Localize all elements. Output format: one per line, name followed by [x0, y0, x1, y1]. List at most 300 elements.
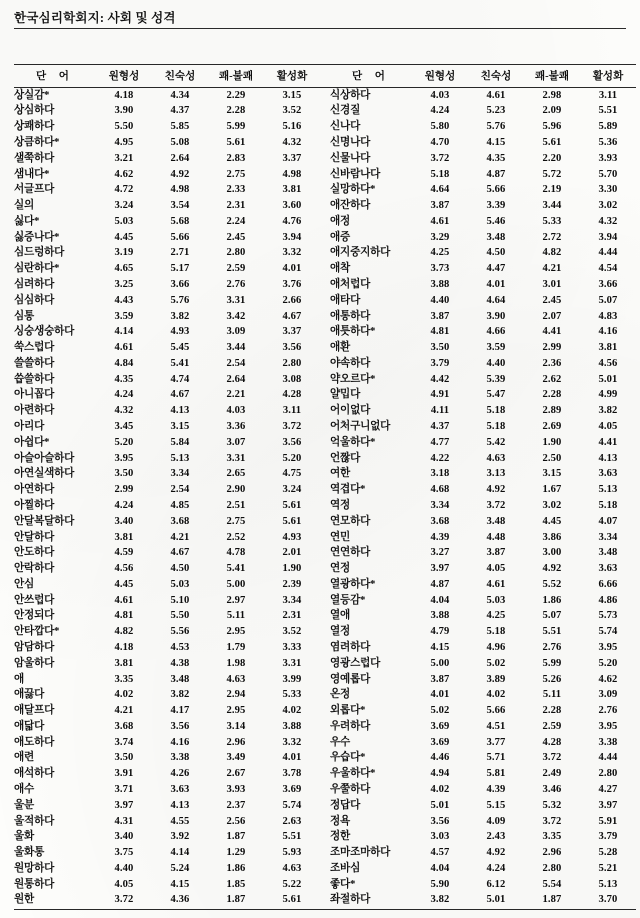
cell-valence-left: 2.76	[226, 279, 246, 291]
cell-arousal-right: 4.86	[598, 594, 618, 606]
cell-arousal-right: 3.97	[598, 799, 618, 811]
cell-prototypicality-right: 4.39	[430, 531, 450, 543]
cell-prototypicality-left: 4.21	[114, 705, 134, 717]
cell-familiarity-right: 4.61	[486, 578, 506, 590]
cell-word-right: 열애	[330, 610, 351, 622]
cell-familiarity-right: 5.18	[486, 421, 506, 433]
cell-prototypicality-right: 4.37	[430, 421, 450, 433]
cell-valence-left: 5.61	[226, 136, 246, 148]
cell-familiarity-right: 5.01	[468, 893, 524, 910]
cell-word-right: 애환	[330, 342, 351, 354]
cell-familiarity-right: 3.90	[486, 310, 506, 322]
cell-valence-right: 2.62	[542, 373, 562, 385]
cell-valence-right: 3.72	[542, 752, 562, 764]
table-row	[14, 198, 636, 214]
cell-prototypicality-left: 3.97	[114, 799, 134, 811]
cell-word-left: 아연실색하다	[14, 468, 75, 480]
cell-prototypicality-left: 4.31	[114, 815, 134, 827]
cell-arousal-right: 3.79	[598, 831, 618, 843]
table-row	[14, 703, 636, 719]
cell-familiarity-left: 2.54	[170, 484, 190, 496]
table-row	[14, 293, 636, 309]
cell-arousal-right: 3.95	[598, 720, 618, 732]
cell-column-gap	[320, 672, 330, 688]
cell-valence-right: 5.52	[542, 578, 562, 590]
cell-word-left: 안쓰럽다	[14, 594, 55, 606]
cell-familiarity-right: 3.39	[486, 200, 506, 212]
cell-arousal-left: 3.37	[282, 152, 302, 164]
cell-column-gap	[320, 183, 330, 199]
cell-familiarity-right: 3.48	[486, 231, 506, 243]
cell-arousal-left: 3.94	[282, 231, 302, 243]
cell-column-gap	[320, 767, 330, 783]
cell-valence-right: 1.67	[542, 484, 562, 496]
cell-word-left: 아찔하다	[14, 499, 55, 511]
cell-valence-right: 5.11	[542, 689, 562, 701]
cell-familiarity-left: 4.37	[170, 105, 190, 117]
cell-word-left: 애달프다	[14, 705, 55, 717]
cell-arousal-left: 2.63	[282, 815, 302, 827]
cell-arousal-left: 3.52	[282, 105, 302, 117]
cell-arousal-left: 2.80	[282, 357, 302, 369]
table-row	[14, 672, 636, 688]
cell-valence-right: 3.01	[542, 279, 562, 291]
cell-word-left: 안타깝다*	[14, 626, 60, 638]
cell-word-right: 온정	[330, 689, 351, 701]
cell-word-left: 아연하다	[14, 484, 55, 496]
cell-familiarity-left: 3.54	[170, 200, 190, 212]
cell-valence-right: 5.54	[542, 878, 562, 890]
cell-word-right: 정욕	[330, 815, 351, 827]
cell-word-left: 싫다*	[14, 215, 40, 227]
cell-word-left: 안달하다	[14, 531, 55, 543]
table-row	[14, 514, 636, 530]
cell-familiarity-right: 5.42	[486, 436, 506, 448]
cell-familiarity-left: 4.85	[170, 499, 190, 511]
cell-word-right: 열광하다*	[330, 578, 376, 590]
cell-word-left: 상큼하다*	[14, 136, 60, 148]
cell-word-left: 애	[14, 673, 25, 685]
cell-familiarity-right: 5.02	[486, 657, 506, 669]
cell-arousal-right: 3.94	[598, 231, 618, 243]
cell-familiarity-left: 4.16	[170, 736, 190, 748]
cell-arousal-right: 3.09	[598, 689, 618, 701]
table-row	[14, 135, 636, 151]
cell-arousal-right: 4.56	[598, 357, 618, 369]
table-row	[14, 341, 636, 357]
table-row	[14, 419, 636, 435]
cell-prototypicality-left: 4.05	[114, 878, 134, 890]
cell-word-left: 아슬아슬하다	[14, 452, 75, 464]
cell-word-right: 연정	[330, 563, 351, 575]
table-row	[14, 877, 636, 893]
table-row	[14, 625, 636, 641]
cell-word-right: 애증	[330, 231, 351, 243]
cell-prototypicality-left: 4.95	[114, 136, 134, 148]
cell-familiarity-right: 4.96	[486, 641, 506, 653]
cell-arousal-left: 3.88	[282, 720, 302, 732]
cell-familiarity-right: 4.47	[486, 263, 506, 275]
cell-valence-left: 2.21	[226, 389, 246, 401]
cell-column-gap	[320, 483, 330, 499]
cell-word-left: 애수	[14, 784, 35, 796]
cell-word-left: 울화통	[14, 847, 45, 859]
cell-valence-right: 2.09	[542, 105, 562, 117]
cell-familiarity-left: 5.24	[170, 862, 190, 874]
cell-word-left: 안도하다	[14, 547, 55, 559]
cell-arousal-right: 5.36	[598, 136, 618, 148]
cell-familiarity-right: 5.71	[486, 752, 506, 764]
cell-word-left: 원한	[14, 893, 96, 910]
cell-column-gap	[320, 688, 330, 704]
cell-arousal-left: 3.15	[282, 89, 302, 101]
cell-familiarity-left: 4.26	[170, 768, 190, 780]
cell-valence-right: 2.59	[542, 720, 562, 732]
cell-column-gap	[320, 419, 330, 435]
table-header	[14, 65, 636, 88]
cell-column-gap	[320, 814, 330, 830]
cell-familiarity-right: 4.39	[486, 784, 506, 796]
cell-arousal-left: 3.24	[282, 484, 302, 496]
cell-arousal-right: 4.13	[598, 452, 618, 464]
table-row	[14, 183, 636, 199]
cell-arousal-right: 5.74	[598, 626, 618, 638]
cell-prototypicality-left: 3.35	[114, 673, 134, 685]
cell-prototypicality-right: 3.87	[430, 673, 450, 685]
header-right-col3: 쾌-불쾌	[524, 65, 580, 88]
cell-familiarity-left: 4.67	[170, 389, 190, 401]
cell-familiarity-right: 4.05	[486, 563, 506, 575]
cell-prototypicality-left: 3.72	[96, 893, 152, 910]
cell-arousal-left: 4.63	[282, 862, 302, 874]
table-row	[14, 561, 636, 577]
cell-familiarity-left: 5.45	[170, 342, 190, 354]
cell-prototypicality-right: 3.29	[430, 231, 450, 243]
cell-prototypicality-right: 5.01	[430, 799, 450, 811]
cell-valence-right: 3.00	[542, 547, 562, 559]
cell-prototypicality-left: 4.84	[114, 357, 134, 369]
cell-familiarity-left: 3.63	[170, 784, 190, 796]
cell-valence-right: 1.86	[542, 594, 562, 606]
table-row	[14, 88, 636, 104]
cell-valence-left: 5.11	[226, 610, 246, 622]
cell-column-gap	[320, 277, 330, 293]
cell-prototypicality-right: 4.87	[430, 578, 450, 590]
cell-arousal-right: 2.76	[598, 705, 618, 717]
cell-prototypicality-right: 4.04	[430, 862, 450, 874]
cell-familiarity-left: 4.34	[170, 89, 190, 101]
table-row	[14, 640, 636, 656]
cell-prototypicality-right: 3.88	[430, 279, 450, 291]
cell-word-right: 영예롭다	[330, 673, 371, 685]
cell-prototypicality-right: 5.80	[430, 121, 450, 133]
cell-prototypicality-right: 4.61	[430, 215, 450, 227]
cell-familiarity-left: 4.92	[170, 168, 190, 180]
cell-column-gap	[320, 530, 330, 546]
cell-word-left: 싫증나다*	[14, 231, 60, 243]
table-row	[14, 656, 636, 672]
cell-familiarity-right: 4.50	[486, 247, 506, 259]
cell-familiarity-left: 4.13	[170, 405, 190, 417]
table-row	[14, 861, 636, 877]
cell-valence-right: 3.86	[542, 531, 562, 543]
header-row	[14, 65, 636, 88]
cell-prototypicality-left: 4.61	[114, 342, 134, 354]
cell-word-left: 씁쓸하다	[14, 373, 55, 385]
cell-valence-left: 3.93	[226, 784, 246, 796]
cell-word-right: 언짢다	[330, 452, 361, 464]
cell-prototypicality-right: 4.81	[430, 326, 450, 338]
cell-valence-left: 5.00	[226, 578, 246, 590]
cell-valence-right: 3.02	[542, 499, 562, 511]
table-row	[14, 230, 636, 246]
cell-prototypicality-right: 3.50	[430, 342, 450, 354]
cell-familiarity-right: 4.48	[486, 531, 506, 543]
cell-prototypicality-left: 3.40	[114, 515, 134, 527]
cell-familiarity-right: 3.87	[486, 547, 506, 559]
cell-word-left: 심란하다*	[14, 263, 60, 275]
cell-word-right: 애정	[330, 215, 351, 227]
cell-prototypicality-left: 3.40	[114, 831, 134, 843]
cell-valence-right: 2.72	[542, 231, 562, 243]
cell-word-left: 안락하다	[14, 563, 55, 575]
cell-prototypicality-left: 4.24	[114, 389, 134, 401]
cell-column-gap	[320, 293, 330, 309]
table-row	[14, 688, 636, 704]
cell-word-left: 애도하다	[14, 736, 55, 748]
table-row	[14, 782, 636, 798]
cell-familiarity-left: 3.82	[170, 689, 190, 701]
cell-arousal-left: 5.93	[282, 847, 302, 859]
cell-familiarity-left: 4.98	[170, 184, 190, 196]
cell-prototypicality-right: 4.70	[430, 136, 450, 148]
cell-word-left: 울적하다	[14, 815, 55, 827]
cell-arousal-left: 2.01	[282, 547, 302, 559]
cell-prototypicality-right: 4.42	[430, 373, 450, 385]
cell-familiarity-left: 5.68	[170, 215, 190, 227]
cell-arousal-right: 3.70	[580, 893, 636, 910]
cell-arousal-left: 2.66	[282, 294, 302, 306]
cell-valence-right: 1.87	[524, 893, 580, 910]
cell-valence-right: 3.15	[542, 468, 562, 480]
cell-column-gap	[320, 88, 330, 104]
cell-prototypicality-left: 4.14	[114, 326, 134, 338]
cell-familiarity-left: 4.21	[170, 531, 190, 543]
cell-familiarity-right: 5.39	[486, 373, 506, 385]
cell-arousal-right: 4.99	[598, 389, 618, 401]
header-left-word: 단 어	[14, 65, 96, 88]
cell-arousal-right: 3.63	[598, 468, 618, 480]
cell-valence-right: 2.19	[542, 184, 562, 196]
table-row	[14, 609, 636, 625]
cell-valence-left: 2.64	[226, 373, 246, 385]
cell-valence-left: 2.94	[226, 689, 246, 701]
cell-column-gap	[320, 546, 330, 562]
table-row	[14, 830, 636, 846]
cell-arousal-right: 3.66	[598, 279, 618, 291]
cell-word-right: 역정	[330, 499, 351, 511]
table-row	[14, 798, 636, 814]
cell-prototypicality-left: 3.45	[114, 421, 134, 433]
cell-familiarity-right: 5.76	[486, 121, 506, 133]
cell-word-left: 안정되다	[14, 610, 55, 622]
cell-familiarity-right: 4.87	[486, 168, 506, 180]
table-row	[14, 277, 636, 293]
cell-arousal-right: 5.89	[598, 121, 618, 133]
cell-familiarity-left: 5.41	[170, 357, 190, 369]
cell-prototypicality-right: 4.94	[430, 768, 450, 780]
cell-column-gap	[320, 309, 330, 325]
cell-familiarity-right: 3.72	[486, 499, 506, 511]
cell-word-right: 영광스럽다	[330, 657, 381, 669]
cell-column-gap	[320, 372, 330, 388]
cell-arousal-right: 3.95	[598, 641, 618, 653]
cell-arousal-right: 3.82	[598, 405, 618, 417]
cell-prototypicality-left: 3.59	[114, 310, 134, 322]
cell-prototypicality-left: 5.20	[114, 436, 134, 448]
cell-prototypicality-left: 3.68	[114, 720, 134, 732]
cell-column-gap	[320, 167, 330, 183]
cell-valence-left: 2.95	[226, 705, 246, 717]
cell-column-gap	[320, 198, 330, 214]
cell-column-gap	[320, 877, 330, 893]
cell-prototypicality-right: 3.68	[430, 515, 450, 527]
cell-familiarity-left: 3.68	[170, 515, 190, 527]
cell-word-right: 외롭다*	[330, 705, 366, 717]
cell-word-right: 열등감*	[330, 594, 366, 606]
cell-prototypicality-left: 3.95	[114, 452, 134, 464]
cell-prototypicality-right: 4.02	[430, 784, 450, 796]
cell-word-right: 역겹다*	[330, 484, 366, 496]
cell-word-left: 울화	[14, 831, 35, 843]
cell-valence-left: 3.42	[226, 310, 246, 322]
cell-valence-left: 2.90	[226, 484, 246, 496]
cell-familiarity-left: 5.84	[170, 436, 190, 448]
cell-column-gap	[320, 609, 330, 625]
cell-word-left: 쑥스럽다	[14, 342, 55, 354]
cell-arousal-right: 4.83	[598, 310, 618, 322]
cell-familiarity-right: 5.18	[486, 626, 506, 638]
cell-prototypicality-left: 4.61	[114, 594, 134, 606]
cell-column-gap	[320, 104, 330, 120]
cell-word-right: 열정	[330, 626, 351, 638]
cell-word-right: 야속하다	[330, 357, 371, 369]
cell-column-gap	[320, 341, 330, 357]
cell-valence-left: 2.83	[226, 152, 246, 164]
cell-word-right: 좋다*	[330, 878, 356, 890]
table-row	[14, 451, 636, 467]
header-left-col4: 활성화	[264, 65, 320, 88]
cell-column-gap	[320, 751, 330, 767]
cell-familiarity-left: 3.56	[170, 720, 190, 732]
cell-prototypicality-right: 4.04	[430, 594, 450, 606]
table-row	[14, 151, 636, 167]
cell-prototypicality-right: 3.18	[430, 468, 450, 480]
cell-arousal-left: 5.20	[282, 452, 302, 464]
cell-familiarity-left: 5.85	[170, 121, 190, 133]
cell-valence-right: 4.82	[542, 247, 562, 259]
cell-arousal-left: 3.56	[282, 342, 302, 354]
cell-arousal-left: 4.01	[282, 752, 302, 764]
cell-valence-left: 1.87	[208, 893, 264, 910]
cell-word-right: 신나다	[330, 121, 361, 133]
running-head	[14, 10, 626, 29]
cell-arousal-left: 5.61	[282, 499, 302, 511]
cell-word-left: 애닯다	[14, 720, 45, 732]
cell-prototypicality-right: 3.82	[412, 893, 468, 910]
cell-column-gap	[320, 782, 330, 798]
cell-arousal-right: 3.34	[598, 531, 618, 543]
cell-word-right: 억울하다*	[330, 436, 376, 448]
cell-valence-right: 2.89	[542, 405, 562, 417]
cell-valence-left: 2.33	[226, 184, 246, 196]
cell-arousal-left: 5.74	[282, 799, 302, 811]
cell-valence-right: 5.72	[542, 168, 562, 180]
cell-word-left: 서글프다	[14, 184, 55, 196]
cell-valence-left: 3.09	[226, 326, 246, 338]
cell-word-left: 심드렁하다	[14, 247, 65, 259]
cell-valence-right: 2.76	[542, 641, 562, 653]
cell-word-left: 애끓다	[14, 689, 45, 701]
cell-familiarity-right: 3.59	[486, 342, 506, 354]
cell-familiarity-right: 3.89	[486, 673, 506, 685]
cell-prototypicality-right: 3.69	[430, 736, 450, 748]
cell-word-left: 아니꼽다	[14, 389, 55, 401]
cell-valence-left: 5.41	[226, 563, 246, 575]
cell-word-right: 신물나다	[330, 152, 371, 164]
table-row	[14, 593, 636, 609]
cell-prototypicality-right: 4.22	[430, 452, 450, 464]
cell-valence-left: 2.24	[226, 215, 246, 227]
cell-familiarity-right: 4.63	[486, 452, 506, 464]
header-left-col3: 쾌-불쾌	[208, 65, 264, 88]
cell-prototypicality-left: 4.45	[114, 231, 134, 243]
cell-arousal-right: 3.38	[598, 736, 618, 748]
cell-familiarity-right: 5.81	[486, 768, 506, 780]
table-row	[14, 262, 636, 278]
cell-valence-left: 1.86	[226, 862, 246, 874]
cell-valence-left: 3.31	[226, 294, 246, 306]
table-row	[14, 467, 636, 483]
cell-word-right: 신바람나다	[330, 168, 381, 180]
cell-valence-right: 2.28	[542, 389, 562, 401]
cell-column-gap	[320, 356, 330, 372]
cell-arousal-left: 3.52	[282, 626, 302, 638]
cell-prototypicality-left: 4.32	[114, 405, 134, 417]
cell-word-right: 애통하다	[330, 310, 371, 322]
cell-word-right: 식상하다	[330, 89, 371, 101]
cell-valence-left: 2.28	[226, 105, 246, 117]
cell-prototypicality-right: 4.11	[430, 405, 450, 417]
cell-valence-right: 2.45	[542, 294, 562, 306]
cell-word-right: 우수	[330, 736, 351, 748]
cell-column-gap	[320, 640, 330, 656]
table-row	[14, 325, 636, 341]
cell-valence-left: 2.97	[226, 594, 246, 606]
cell-prototypicality-left: 4.82	[114, 626, 134, 638]
cell-familiarity-left: 4.17	[170, 705, 190, 717]
table-row	[14, 751, 636, 767]
cell-prototypicality-right: 4.25	[430, 247, 450, 259]
cell-arousal-right: 4.27	[598, 784, 618, 796]
cell-column-gap	[320, 498, 330, 514]
cell-column-gap	[320, 798, 330, 814]
table-row	[14, 167, 636, 183]
cell-prototypicality-right: 4.24	[430, 105, 450, 117]
cell-familiarity-right: 4.61	[486, 89, 506, 101]
cell-prototypicality-left: 3.50	[114, 752, 134, 764]
cell-word-left: 암담하다	[14, 641, 55, 653]
